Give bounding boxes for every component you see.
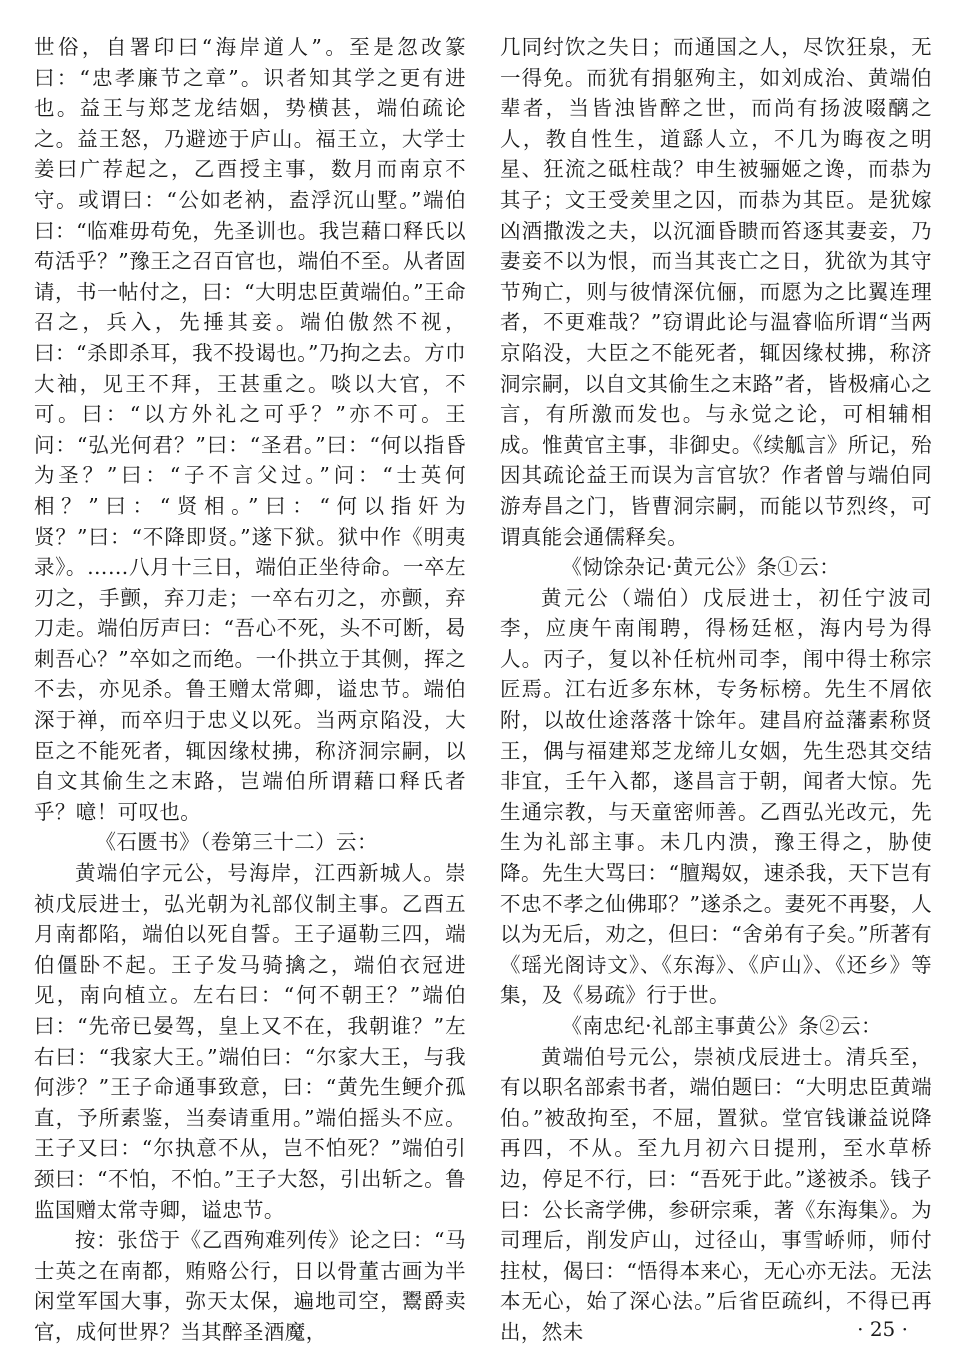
right-paragraph-5: 黄端伯号元公，崇祯戊辰进士。清兵至，有以职名部索书者，端伯题曰：“大明忠臣黄端伯。”被敌拘至，不屈，置狱。堂官钱谦益说降再四，不从。至九月初六日提刑，至水草桥边，停足不行，曰：“吾死于此。”遂被杀。钱子曰：公长斋学佛，参研宗乘，著《东海集》。为司理后，削发庐山，过径山，事雪峤师，师付拄杖，偈曰：“悟得本来心，无心亦无法。无法本无心，始了深心法。”后省臣疏纠，不得已再出，然未	[500, 1044, 932, 1344]
right-source-heading-tongyu: 《恸馀杂记·黄元公》条①云：	[561, 555, 841, 580]
left-paragraph-1: 世俗，自署印曰“海岸道人”。至是忽改篆曰：“忠孝廉节之章”。识者知其学之更有进也。益王与郑芝龙结姻，势横甚，端伯疏论之。益王怒，乃避迹于庐山。福王立，大学士姜曰广荐起之，乙酉授主事，数月而南京不守。或谓曰：“公如老衲，盍浮沉山墅。”端伯曰：“临难毋苟免，先圣训也。我岂藉口释氏以苟活乎？”豫王之召百官也，端伯不至。从者固请，书一帖付之，曰：“大明忠臣黄端伯。”王命召之，兵入，先捶其妾。端伯傲然不视，曰：“杀即杀耳，我不投谒也。”乃拘之去。方巾大袖，见王不拜，王甚重之。啖以大官，不可。曰：“以方外礼之可乎？”亦不可。王问：“弘光何君？”曰：“圣君。”曰：“何以指昏为圣？”曰：“子不言父过。”问：“士英何相？”曰：“贤相。”曰：“何以指奸为贤？”曰：“不降即贤。”遂下狱。狱中作《明夷录》。……八月十三日，端伯正坐待命。一卒左刃之，手颤，弃刀走；一卒右刃之，亦颤，弃刀走。端伯厉声曰：“吾心不死，头不可断，曷刺吾心？”卒如之而绝。一仆拱立于其侧，挥之不去，亦见杀。鲁王赠太常卿，谥忠节。端伯深于禅，而卒归于忠义以死。当两京陷没，大臣之不能死者，辄因缘杖拂，称济洞宗嗣，以自文其偷生之末路，岂端伯所谓藉口释氏者乎？噫！可叹也。	[34, 35, 466, 824]
left-column	[34, 32, 466, 1348]
left-paragraph-4: 按：张岱于《乙酉殉难列传》论之曰：“马士英之在南都，贿赂公行，日以骨董古画为半闲堂军国大事，弥天太保，遍地司空，鬻爵卖官，成何世界？当其醉圣酒魔，	[34, 1228, 466, 1344]
page-number: · 25 ·	[857, 1317, 908, 1341]
left-source-heading-shigui: 《石匮书》（卷第三十二）云：	[95, 830, 378, 855]
right-source-heading-nanzhong: 《南忠纪·礼部主事黄公》条②云：	[561, 1014, 882, 1038]
right-paragraph-3: 黄元公（端伯）戊辰进士，初任宁波司李，应庚午南闱聘，得杨廷枢，海内号为得人。丙子，复以补任杭州司李，闱中得士称宗匠焉。江右近多东林，专务标榜。先生不屑依附，以故仕途落落十馀年。建昌府益藩素称贤王，偶与福建郑芝龙缔儿女姻，先生恐其交结非宜，壬午入都，遂昌言于朝，闻者大惊。先生通宗教，与天童密师善。乙酉弘光改元，先生为礼部主事。未几内溃，豫王得之，胁使降。先生大骂曰：“膻羯奴，速杀我，天下岂有不忠不孝之仙佛耶？”遂杀之。妻死不再娶，人以为无后，劝之，但曰：“舍弟有子矣。”所著有《瑶光阁诗文》、《东海》、《庐山》、《还乡》等集，及《易疏》行于世。	[500, 585, 932, 1008]
right-column	[500, 32, 932, 1348]
left-paragraph-3: 黄端伯字元公，号海岸，江西新城人。崇祯戊辰进士，弘光朝为礼部仪制主事。乙酉五月南都陷，端伯以死自誓。王子逼勒三四，端伯僵卧不起。王子发马骑擒之，端伯衣冠进见，南向植立。左右曰：“何不朝王？”端伯曰：“先帝已晏驾，皇上又不在，我朝谁？”左右曰：“我家大王。”端伯曰：“尔家大王，与我何涉？”王子命通事致意，曰：“黄先生鲠介孤直，予所素鉴，当奏请重用。”端伯摇头不应。王子又曰：“尔执意不从，岂不怕死？”端伯引颈曰：“不怕，不怕。”王子大怒，引出斩之。鲁监国赠太常寺卿，谥忠节。	[34, 861, 466, 1222]
right-paragraph-1: 几同纣饮之失日；而通国之人，尽饮狂泉，无一得免。而犹有捐躯殉主，如刘成治、黄端伯辈者，当皆浊皆醉之世，而尚有扬波啜醨之人，教自性生，道繇人立，不几为晦夜之明星、狂流之砥柱哉？申生被骊姬之谗，而恭为其子；文王受羑里之囚，而恭为其臣。是犹嫁凶酒撒泼之夫，以沉湎昏瞆而笞逐其妻妾，乃妻妾不以为恨，而当其丧亡之日，犹欲为其守节殉亡，则与彼情深伉俪，而愿为之比翼连理者，不更难哉？”窃谓此论与温睿临所谓“当两京陷没，大臣之不能死者，辄因缘杖拂，称济洞宗嗣，以自文其偷生之末路”者，皆极痛心之言，有所激而发也。与永觉之论，可相辅相成。惟黄官主事，非御史。《续觚言》所记，殆因其疏论益王而误为言官欤？作者曾与端伯同游寿昌之门，皆曹洞宗嗣，而能以节烈终，可谓真能会通儒释矣。	[500, 35, 932, 549]
